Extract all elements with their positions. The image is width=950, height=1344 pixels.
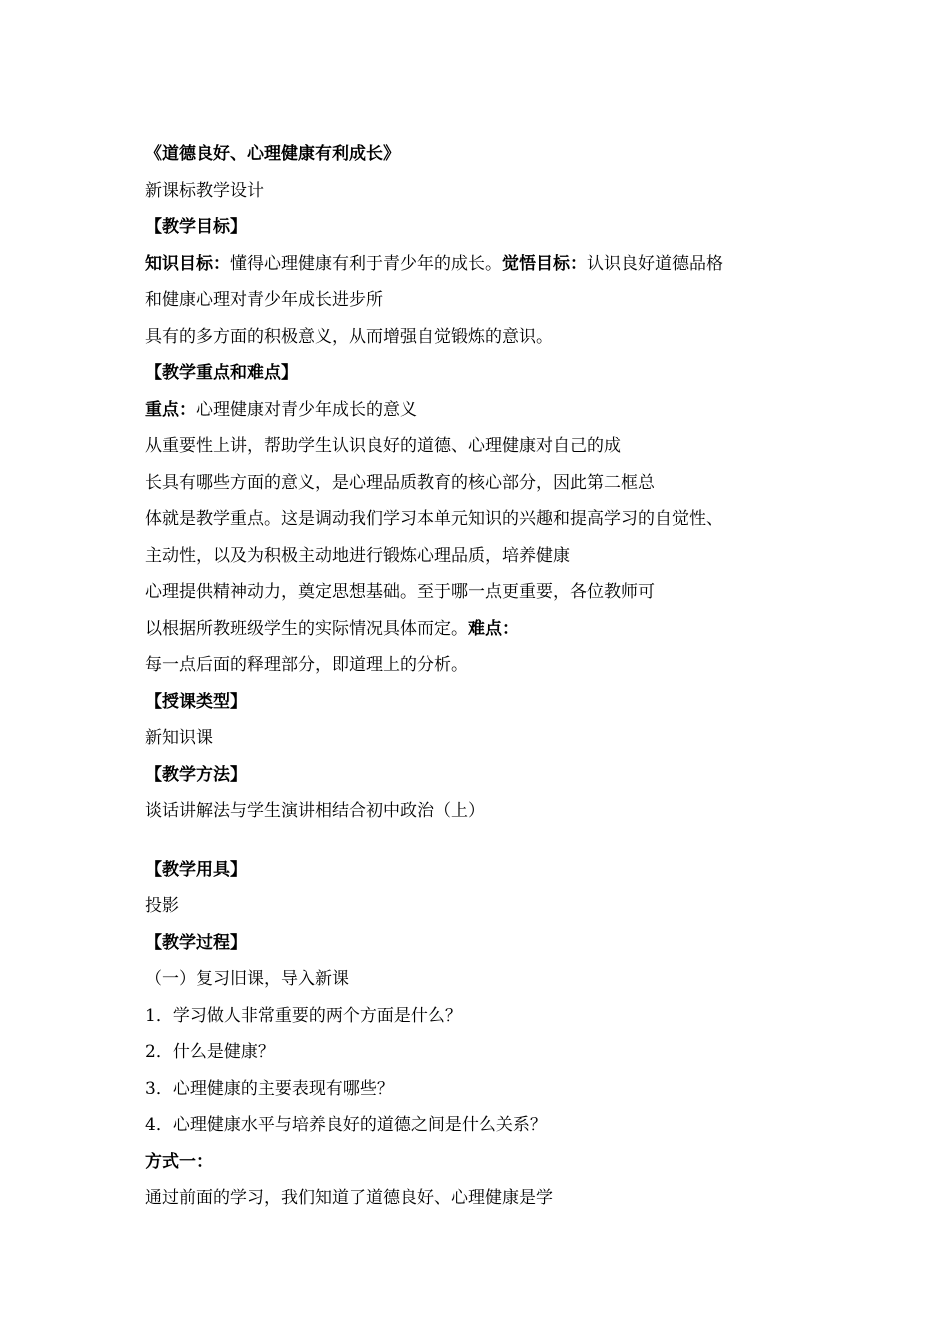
key-paragraph-text-6: 以根据所教班级学生的实际情况具体而定。 xyxy=(145,618,468,639)
key-paragraph-line-5: 心理提供精神动力，奠定思想基础。至于哪一点更重要，各位教师可 xyxy=(145,582,655,602)
difficult-point-text: 每一点后面的释理部分，即道理上的分析。 xyxy=(145,655,468,675)
document-subtitle: 新课标教学设计 xyxy=(145,180,264,201)
heading-key-points: 【教学重点和难点】 xyxy=(145,363,298,383)
way-one-text: 通过前面的学习，我们知道了道德良好、心理健康是学 xyxy=(145,1188,553,1208)
spacer xyxy=(145,830,825,852)
teaching-method-text: 谈话讲解法与学生演讲相结合初中政治（上） xyxy=(145,801,485,821)
question-item: 4．心理健康水平与培养良好的道德之间是什么关系？ xyxy=(145,1115,547,1135)
question-item: 2．什么是健康？ xyxy=(145,1042,275,1062)
key-point-line xyxy=(145,392,825,429)
goals-line-3: 具有的多方面的积极意义，从而增强自觉锻炼的意识。 xyxy=(145,326,553,347)
way-one-label: 方式一： xyxy=(145,1151,213,1172)
question-item: 3．心理健康的主要表现有哪些？ xyxy=(145,1078,394,1099)
key-point-label: 重点： xyxy=(145,399,196,420)
teaching-tools-text: 投影 xyxy=(145,896,179,916)
heading-teaching-tools: 【教学用具】 xyxy=(145,859,247,880)
awareness-goal-label: 觉悟目标： xyxy=(502,253,587,274)
knowledge-goal-label: 知识目标： xyxy=(145,253,230,274)
key-paragraph-line-4: 主动性，以及为积极主动地进行锻炼心理品质，培养健康 xyxy=(145,545,570,566)
document-title: 《道德良好、心理健康有利成长》 xyxy=(145,144,400,164)
lesson-type-text: 新知识课 xyxy=(145,728,213,748)
question-item: 1．学习做人非常重要的两个方面是什么？ xyxy=(145,1005,462,1026)
key-paragraph-line-6 xyxy=(145,611,825,648)
difficult-point-label: 难点： xyxy=(468,618,519,639)
document-page xyxy=(145,136,825,1217)
goals-line-2: 和健康心理对青少年成长进步所 xyxy=(145,290,383,310)
key-paragraph-line-1: 从重要性上讲，帮助学生认识良好的道德、心理健康对自己的成 xyxy=(145,436,621,456)
heading-teaching-process: 【教学过程】 xyxy=(145,932,247,953)
awareness-goal-text: 认识良好道德品格 xyxy=(587,253,723,274)
key-paragraph-line-3: 体就是教学重点。这是调动我们学习本单元知识的兴趣和提高学习的自觉性、 xyxy=(145,509,723,529)
heading-goals: 【教学目标】 xyxy=(145,217,247,237)
goals-line-1 xyxy=(145,246,825,283)
knowledge-goal-text: 懂得心理健康有利于青少年的成长。 xyxy=(230,253,502,274)
process-subheading: （一）复习旧课，导入新课 xyxy=(145,969,349,989)
key-point-text: 心理健康对青少年成长的意义 xyxy=(196,399,417,420)
heading-lesson-type: 【授课类型】 xyxy=(145,691,247,712)
key-paragraph-line-2: 长具有哪些方面的意义，是心理品质教育的核心部分，因此第二框总 xyxy=(145,472,655,493)
heading-teaching-method: 【教学方法】 xyxy=(145,764,247,785)
